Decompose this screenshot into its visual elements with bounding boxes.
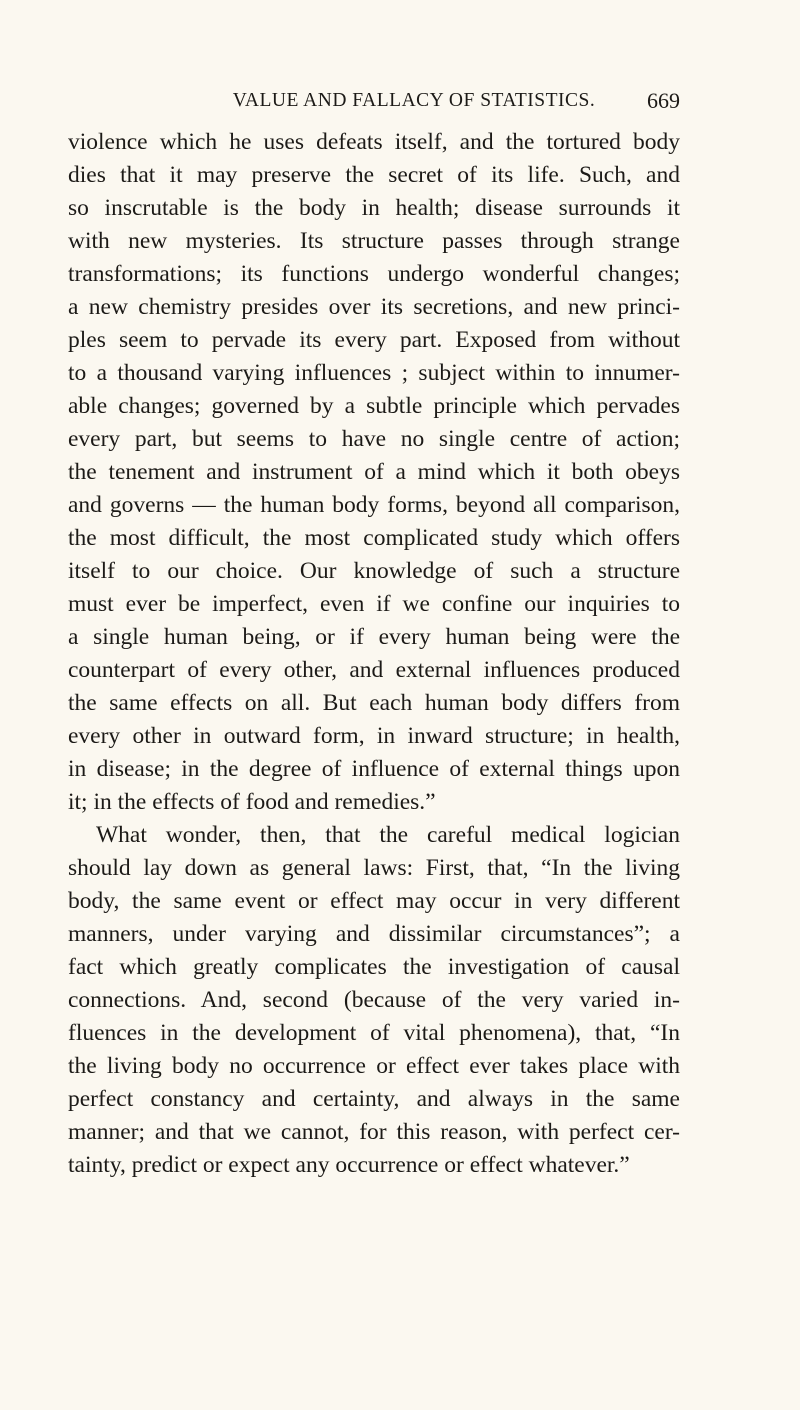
text-line: every part, but seems to have no single centre of action; [68,426,680,452]
text-line: transformations; its functions undergo wonderful changes; [68,261,680,287]
body-text [68,126,680,1182]
text-line: perfect constancy and certainty, and always in the same [68,1086,680,1112]
text-line: dies that it may preserve the secret of its life. Such, and [68,162,680,188]
text-line: the tenement and instrument of a mind which it both obeys [68,459,680,485]
text-line: with new mysteries. Its structure passes through strange [68,228,680,254]
text-line: ples seem to pervade its every part. Exposed from without [68,327,680,353]
paragraph-first-line: What wonder, then, that the careful medical logician [96,822,680,848]
text-line: violence which he uses defeats itself, and the tortured body [68,129,680,155]
text-line: manners, under varying and dissimilar circumstances”; a [68,921,680,947]
text-line: connections. And, second (because of the very varied in- [68,987,680,1013]
text-line: manner; and that we cannot, for this reason, with perfect cer- [68,1119,680,1145]
paragraph-last-line: it; in the effects of food and remedies.” [68,789,436,815]
page-number: 669 [647,88,680,113]
text-line: to a thousand varying influences ; subject within to innumer- [68,360,680,386]
text-line: should lay down as general laws: First, that, “In the living [68,855,680,881]
text-line: a single human being, or if every human being were the [68,624,680,650]
text-line: counterpart of every other, and external influences produced [68,657,680,683]
text-line: so inscrutable is the body in health; disease surrounds it [68,195,680,221]
text-line: every other in outward form, in inward structure; in health, [68,723,680,749]
text-line: the living body no occurrence or effect ever takes place with [68,1053,680,1079]
text-line: a new chemistry presides over its secretions, and new princi- [68,294,680,320]
text-line: fact which greatly complicates the investigation of causal [68,954,680,980]
running-head [68,86,680,116]
text-line: the most difficult, the most complicated study which offers [68,525,680,551]
text-line: and governs — the human body forms, beyond all comparison, [68,492,680,518]
text-line: must ever be imperfect, even if we confine our inquiries to [68,591,680,617]
text-line: able changes; governed by a subtle principle which pervades [68,393,680,419]
paragraph-last-line: tainty, predict or expect any occurrence or effect whatever.” [68,1152,630,1178]
text-line: fluences in the development of vital phenomena), that, “In [68,1020,680,1046]
text-line: itself to our choice. Our knowledge of such a structure [68,558,680,584]
text-line: body, the same event or effect may occur in very different [68,888,680,914]
text-line: in disease; in the degree of influence of external things upon [68,756,680,782]
text-line: the same effects on all. But each human body differs from [68,690,680,716]
running-title: VALUE AND FALLACY OF STATISTICS. [232,90,596,111]
